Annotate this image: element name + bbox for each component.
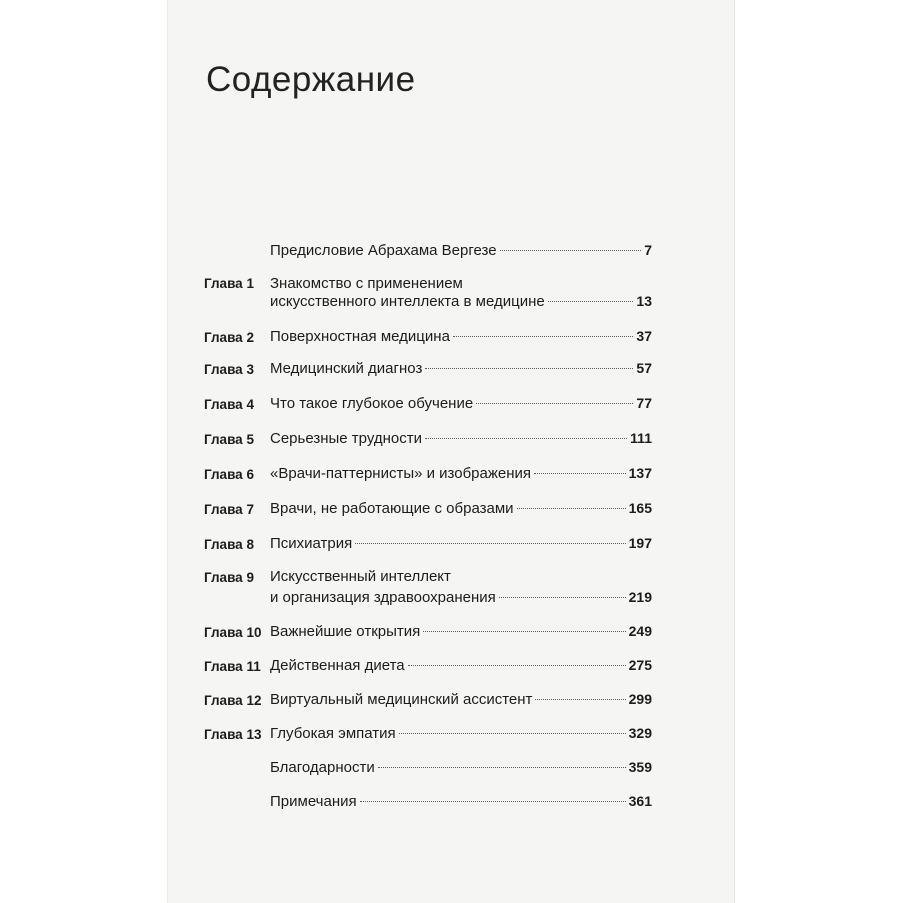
chapter-label: Глава 12 bbox=[204, 693, 262, 708]
dot-leader bbox=[378, 767, 626, 768]
dot-leader bbox=[425, 368, 633, 369]
toc-line bbox=[270, 465, 652, 482]
toc-line bbox=[270, 691, 652, 708]
page-number: 329 bbox=[628, 725, 652, 741]
page-number: 361 bbox=[628, 793, 652, 809]
entry-title: Поверхностная медицина bbox=[270, 328, 450, 345]
toc-line bbox=[270, 657, 652, 674]
page-number: 359 bbox=[628, 759, 652, 775]
chapter-label: Глава 6 bbox=[204, 467, 254, 482]
entry-title-line-2: и организация здравоохранения bbox=[270, 589, 496, 606]
page-number: 111 bbox=[630, 430, 652, 446]
page-title: Содержание bbox=[206, 60, 416, 99]
dot-leader bbox=[548, 301, 634, 302]
dot-leader bbox=[500, 250, 642, 251]
chapter-label: Глава 5 bbox=[204, 432, 254, 447]
toc-line bbox=[270, 328, 652, 345]
page-number: 37 bbox=[636, 328, 652, 344]
entry-title: Глубокая эмпатия bbox=[270, 725, 396, 742]
entry-title: Что такое глубокое обучение bbox=[270, 395, 474, 412]
entry-title: Психиатрия bbox=[270, 535, 353, 552]
toc-line bbox=[270, 793, 652, 810]
page-number: 165 bbox=[628, 500, 652, 516]
dot-leader bbox=[535, 699, 625, 700]
toc-line bbox=[270, 293, 652, 310]
toc-line bbox=[270, 535, 652, 552]
dot-leader bbox=[423, 631, 625, 632]
entry-title: Врачи, не работающие с образами bbox=[270, 500, 514, 517]
dot-leader bbox=[360, 801, 626, 802]
chapter-label: Глава 1 bbox=[204, 276, 254, 291]
page-number: 299 bbox=[628, 691, 652, 707]
entry-title-line-2: искусственного интеллекта в медицине bbox=[270, 293, 545, 310]
chapter-label: Глава 8 bbox=[204, 537, 254, 552]
chapter-label: Глава 9 bbox=[204, 570, 254, 585]
entry-title: Благодарности bbox=[270, 759, 375, 776]
chapter-label: Глава 2 bbox=[204, 330, 254, 345]
entry-title-line-1: Искусственный интеллект bbox=[270, 568, 451, 585]
dot-leader bbox=[499, 597, 626, 598]
entry-title: Виртуальный медицинский ассистент bbox=[270, 691, 533, 708]
toc-line bbox=[270, 623, 652, 640]
chapter-label: Глава 10 bbox=[204, 625, 262, 640]
page-number: 77 bbox=[636, 395, 652, 411]
dot-leader bbox=[534, 473, 626, 474]
page-number: 249 bbox=[628, 623, 652, 639]
toc-line bbox=[270, 395, 652, 412]
entry-title: Важнейшие открытия bbox=[270, 623, 421, 640]
entry-title: Медицинский диагноз bbox=[270, 360, 423, 377]
entry-title: «Врачи-паттернисты» и изображения bbox=[270, 465, 532, 482]
chapter-label: Глава 11 bbox=[204, 659, 261, 674]
page-number: 197 bbox=[628, 535, 652, 551]
chapter-label: Глава 4 bbox=[204, 397, 254, 412]
page-number: 57 bbox=[636, 360, 652, 376]
page-number: 137 bbox=[628, 465, 652, 481]
page-number: 13 bbox=[636, 293, 652, 309]
dot-leader bbox=[425, 438, 627, 439]
dot-leader bbox=[453, 336, 634, 337]
toc-line bbox=[270, 759, 652, 776]
dot-leader bbox=[408, 665, 626, 666]
toc-line bbox=[270, 242, 652, 259]
page-number: 7 bbox=[644, 242, 652, 258]
chapter-label: Глава 3 bbox=[204, 362, 254, 377]
entry-title: Примечания bbox=[270, 793, 357, 810]
page-number: 219 bbox=[628, 589, 652, 605]
entry-title: Предисловие Абрахама Вергезе bbox=[270, 242, 497, 259]
toc-line bbox=[270, 725, 652, 742]
entry-title: Серьезные трудности bbox=[270, 430, 422, 447]
page-number: 275 bbox=[628, 657, 652, 673]
toc-line bbox=[270, 430, 652, 447]
toc-line bbox=[270, 360, 652, 377]
dot-leader bbox=[399, 733, 626, 734]
chapter-label: Глава 7 bbox=[204, 502, 254, 517]
dot-leader bbox=[476, 403, 633, 404]
dot-leader bbox=[517, 508, 626, 509]
chapter-label: Глава 13 bbox=[204, 727, 262, 742]
toc-line bbox=[270, 589, 652, 606]
entry-title-line-1: Знакомство с применением bbox=[270, 275, 463, 292]
entry-title: Действенная диета bbox=[270, 657, 405, 674]
toc-line bbox=[270, 500, 652, 517]
dot-leader bbox=[355, 543, 625, 544]
